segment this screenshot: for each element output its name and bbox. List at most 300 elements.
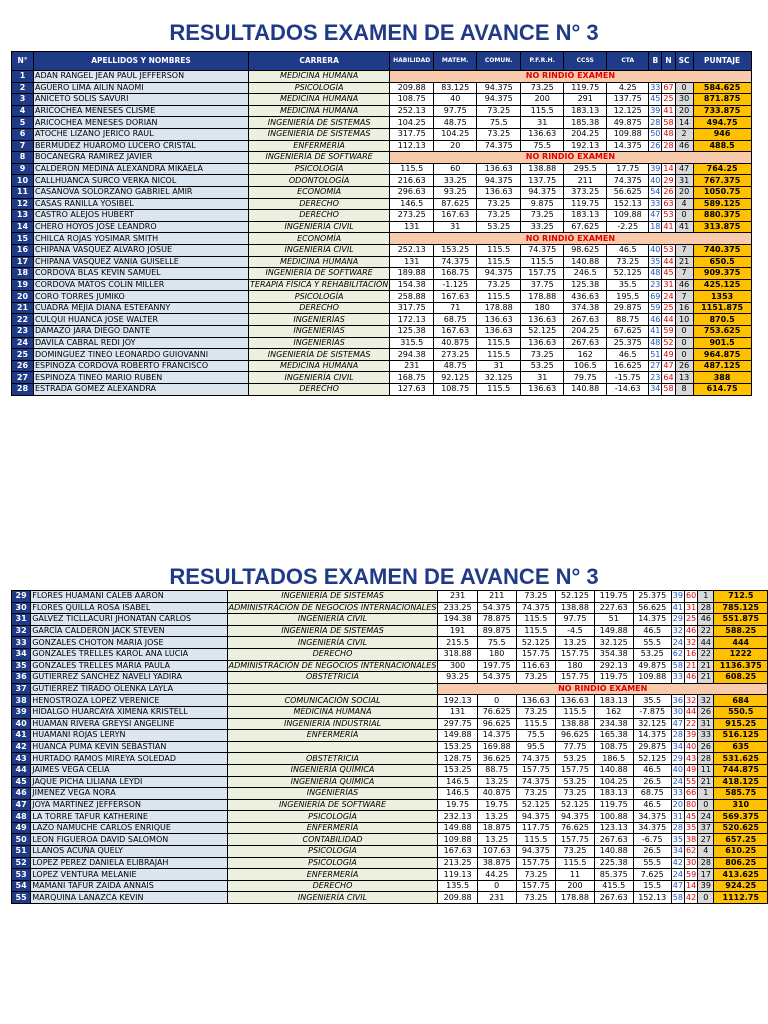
- total-score: 909.375: [693, 268, 751, 280]
- table-row: [12, 233, 752, 245]
- cta-score: -14.63: [607, 384, 649, 396]
- career: [227, 741, 438, 753]
- correct-count: 30: [672, 707, 683, 717]
- total-score: 684: [714, 695, 768, 707]
- blank-count: 26: [675, 360, 693, 372]
- pfrh-score: 74.375: [521, 244, 564, 256]
- student-name: CALLHUANCA SURCO VERKA NICOL: [34, 175, 249, 187]
- page-title-2: RESULTADOS EXAMEN DE AVANCE N° 3: [169, 564, 599, 589]
- table-header-row: [12, 52, 752, 71]
- habilidad-score: 258.88: [390, 291, 434, 303]
- career: INGENIERÍA DE SISTEMAS: [227, 591, 438, 603]
- matem-score: 13.25: [477, 776, 516, 788]
- pfrh-score: 138.88: [556, 718, 595, 730]
- pfrh-score: 115.5: [556, 857, 595, 869]
- table-row: [12, 314, 752, 326]
- habilidad-score: 273.25: [390, 210, 434, 222]
- table-row: [12, 706, 768, 718]
- habilidad-score: 172.13: [390, 314, 434, 326]
- blank-count: 46: [675, 279, 693, 291]
- comun-score: 157.75: [516, 764, 555, 776]
- pfrh-score: 157.75: [521, 268, 564, 280]
- career: ECONOMÍA: [249, 186, 390, 198]
- row-number: 50: [12, 834, 31, 846]
- wrong-count: 38: [685, 834, 697, 844]
- total-score: 1151.875: [693, 302, 751, 314]
- matem-score: 54.375: [477, 672, 516, 684]
- column-header: SC: [675, 52, 693, 71]
- blank-count: 33: [698, 730, 714, 742]
- total-score: 740.375: [693, 244, 751, 256]
- habilidad-score: 209.88: [390, 82, 434, 94]
- table-row: [12, 71, 752, 83]
- matem-score: 0: [477, 695, 516, 707]
- blank-count: 13: [675, 372, 693, 384]
- student-name: GUTIERREZ TIRADO OLENKA LAYLA: [31, 683, 227, 695]
- student-name: GONZALES TRELLES MARIA PAULA: [31, 660, 227, 672]
- comun-score: 136.63: [516, 695, 555, 707]
- correct-count: 36: [672, 695, 683, 705]
- matem-score: 107.63: [477, 846, 516, 858]
- cta-score: 14.375: [607, 140, 649, 152]
- total-score: 614.75: [693, 384, 751, 396]
- table-row: [12, 648, 768, 660]
- habilidad-score: 167.63: [438, 846, 477, 858]
- wrong-count: 24: [663, 291, 674, 301]
- matem-score: 97.75: [434, 105, 477, 117]
- row-number: 1: [12, 71, 34, 83]
- pfrh-score: 94.375: [556, 811, 595, 823]
- total-score: 806.25: [714, 857, 768, 869]
- student-name: CHIPANA VASQUEZ VANIA GUISELLE: [34, 256, 249, 268]
- comun-score: 52.125: [516, 799, 555, 811]
- comun-score: 31: [477, 360, 521, 372]
- table-row: [12, 695, 768, 707]
- total-score: 1353: [693, 291, 751, 303]
- column-header: CTA: [607, 52, 649, 71]
- matem-score: 48.75: [434, 360, 477, 372]
- table-row: [12, 221, 752, 233]
- cta-score: 35.5: [633, 695, 671, 707]
- pfrh-score: 157.75: [556, 672, 595, 684]
- row-number: 39: [12, 706, 31, 718]
- total-score: 1222: [714, 648, 768, 660]
- total-score: 1050.75: [693, 186, 751, 198]
- ccss-score: 162: [594, 706, 633, 718]
- student-name: DOMINGUEZ TINEO LEONARDO GUIOVANNI: [34, 349, 249, 361]
- wrong-count: 48: [663, 129, 674, 139]
- pfrh-score: 136.63: [521, 384, 564, 396]
- career: INGENIERÍA DE SOFTWARE: [227, 799, 438, 811]
- wrong-count: 46: [685, 672, 697, 682]
- habilidad-score: 252.13: [390, 244, 434, 256]
- table-row: [12, 384, 752, 396]
- comun-score: 94.375: [477, 268, 521, 280]
- correct-count: 41: [650, 326, 661, 336]
- blank-count: 28: [698, 602, 714, 614]
- correct-count: 20: [672, 799, 683, 809]
- habilidad-score: 300: [438, 660, 477, 672]
- blank-count: 31: [698, 718, 714, 730]
- habilidad-score: 209.88: [438, 892, 477, 904]
- ccss-score: 162: [564, 349, 607, 361]
- correct-count: 40: [650, 175, 661, 185]
- table-row: [12, 360, 752, 372]
- matem-score: 0: [477, 880, 516, 892]
- cta-score: 56.625: [607, 186, 649, 198]
- career: INGENIERÍA DE SISTEMAS: [227, 625, 438, 637]
- career: PSICOLOGÍA: [227, 846, 438, 858]
- correct-count: 28: [650, 117, 661, 127]
- comun-score: 95.5: [516, 741, 555, 753]
- pfrh-score: 73.25: [521, 210, 564, 222]
- row-number: 55: [12, 892, 31, 904]
- matem-score: 40.875: [434, 337, 477, 349]
- habilidad-score: 317.75: [390, 302, 434, 314]
- pfrh-score: 136.63: [521, 337, 564, 349]
- ccss-score: 415.5: [594, 880, 633, 892]
- table-row: [12, 753, 768, 765]
- correct-count: 31: [672, 811, 683, 821]
- cta-score: 152.13: [633, 892, 671, 904]
- pfrh-score: 13.25: [556, 637, 595, 649]
- correct-count: 47: [650, 210, 661, 220]
- pfrh-score: 115.5: [521, 256, 564, 268]
- habilidad-score: 146.5: [390, 198, 434, 210]
- career: MEDICINA HUMANA: [249, 71, 390, 83]
- student-name: CHERO HOYOS JOSE LEANDRO: [34, 221, 249, 233]
- comun-score: 116.63: [516, 660, 555, 672]
- ccss-score: 140.88: [564, 256, 607, 268]
- pfrh-score: 157.75: [556, 648, 595, 660]
- row-number: 5: [12, 117, 34, 129]
- habilidad-score: 19.75: [438, 799, 477, 811]
- wrong-count: 45: [663, 268, 674, 278]
- habilidad-score: 213.25: [438, 857, 477, 869]
- wrong-count: 41: [663, 106, 674, 116]
- table-row: [12, 94, 752, 106]
- ccss-score: 267.63: [564, 314, 607, 326]
- blank-count: 10: [675, 314, 693, 326]
- row-number: 9: [12, 163, 34, 175]
- correct-count: 40: [672, 765, 683, 775]
- correct-count: 48: [650, 268, 661, 278]
- no-exam-notice: NO RINDIÓ EXAMEN: [390, 71, 751, 83]
- student-name: JAIMES VEGA CELIA: [31, 764, 227, 776]
- blank-count: 22: [698, 625, 714, 637]
- matem-score: 88.75: [477, 764, 516, 776]
- row-number: 42: [12, 741, 31, 753]
- cta-score: 55.5: [633, 637, 671, 649]
- blank-count: 30: [675, 94, 693, 106]
- correct-count: 54: [650, 187, 661, 197]
- career: ECONOMÍA: [249, 233, 390, 245]
- table-row: [12, 128, 752, 140]
- pfrh-score: 73.25: [556, 788, 595, 800]
- wrong-count: 80: [685, 799, 697, 809]
- matem-score: 76.625: [477, 706, 516, 718]
- table-row: [12, 730, 768, 742]
- wrong-count: 55: [685, 776, 697, 786]
- ccss-score: 165.38: [594, 730, 633, 742]
- career: [227, 683, 438, 695]
- total-score: 753.625: [693, 326, 751, 338]
- matem-score: 96.625: [477, 718, 516, 730]
- blank-count: 32: [698, 695, 714, 707]
- pfrh-score: 96.625: [556, 730, 595, 742]
- matem-score: 71: [434, 302, 477, 314]
- cta-score: -2.25: [607, 221, 649, 233]
- wrong-count: 21: [685, 660, 697, 670]
- correct-count: 58: [672, 892, 683, 902]
- wrong-count: 44: [685, 707, 697, 717]
- table-row: [12, 291, 752, 303]
- pfrh-score: 33.25: [521, 221, 564, 233]
- blank-count: 31: [675, 175, 693, 187]
- wrong-count: 40: [685, 742, 697, 752]
- pfrh-score: 94.375: [521, 186, 564, 198]
- habilidad-score: 146.5: [438, 788, 477, 800]
- correct-count: 59: [650, 303, 661, 313]
- correct-count: 69: [650, 291, 661, 301]
- pfrh-score: 178.88: [521, 291, 564, 303]
- column-header: N: [662, 52, 675, 71]
- column-header: CARRERA: [249, 52, 390, 71]
- total-score: 550.5: [714, 706, 768, 718]
- row-number: 25: [12, 349, 34, 361]
- pfrh-score: 136.63: [521, 128, 564, 140]
- wrong-count: 59: [663, 326, 674, 336]
- habilidad-score: 108.75: [390, 94, 434, 106]
- career: DERECHO: [249, 384, 390, 396]
- total-score: 915.25: [714, 718, 768, 730]
- pfrh-score: 136.63: [521, 314, 564, 326]
- correct-count: 33: [650, 198, 661, 208]
- total-score: 767.375: [693, 175, 751, 187]
- blank-count: 46: [675, 140, 693, 152]
- total-score: 712.5: [714, 591, 768, 603]
- total-score: 589.125: [693, 198, 751, 210]
- row-number: 4: [12, 105, 34, 117]
- career: INGENIERÍAS: [249, 337, 390, 349]
- career: OBSTETRICIA: [227, 672, 438, 684]
- student-name: FLORES QUILLA ROSA ISABEL: [31, 602, 227, 614]
- total-score: 585.75: [714, 788, 768, 800]
- ccss-score: 185.38: [564, 117, 607, 129]
- cta-score: 12.125: [607, 105, 649, 117]
- ccss-score: 267.63: [594, 892, 633, 904]
- correct-count: 41: [672, 602, 683, 612]
- career: INGENIERÍA DE SISTEMAS: [249, 128, 390, 140]
- blank-count: 20: [675, 105, 693, 117]
- table-row: [12, 811, 768, 823]
- comun-score: 94.375: [477, 175, 521, 187]
- row-number: 33: [12, 637, 31, 649]
- wrong-count: 58: [663, 117, 674, 127]
- ccss-score: 125.38: [564, 279, 607, 291]
- table-row: [12, 372, 752, 384]
- comun-score: 73.25: [477, 128, 521, 140]
- cta-score: -7.875: [633, 706, 671, 718]
- total-score: 946: [693, 128, 751, 140]
- blank-count: 26: [698, 706, 714, 718]
- table-row: [12, 326, 752, 338]
- student-name: LOPEZ VENTURA MELANIE: [31, 869, 227, 881]
- cta-score: 152.13: [607, 198, 649, 210]
- row-number: 32: [12, 625, 31, 637]
- student-name: HIDALGO HUARCAYA XIMENA KRISTELL: [31, 706, 227, 718]
- row-number: 43: [12, 753, 31, 765]
- blank-count: 0: [675, 210, 693, 222]
- ccss-score: 85.375: [594, 869, 633, 881]
- habilidad-score: 191: [438, 625, 477, 637]
- row-number: 21: [12, 302, 34, 314]
- blank-count: 41: [675, 221, 693, 233]
- student-name: ADAN RANGEL JEAN PAUL JEFFERSON: [34, 71, 249, 83]
- wrong-count: 22: [685, 718, 697, 728]
- student-name: CORDOVA BLAS KEVIN SAMUEL: [34, 268, 249, 280]
- comun-score: 73.25: [516, 869, 555, 881]
- column-header: MATEM.: [434, 52, 477, 71]
- wrong-count: 25: [663, 303, 674, 313]
- career: ENFERMERÍA: [227, 869, 438, 881]
- wrong-count: 60: [685, 591, 697, 601]
- ccss-score: 119.75: [594, 591, 633, 603]
- table-row: [12, 788, 768, 800]
- ccss-score: 227.63: [594, 602, 633, 614]
- ccss-score: 108.75: [594, 741, 633, 753]
- table-row: [12, 117, 752, 129]
- table-row: [12, 279, 752, 291]
- student-name: JAQUE PICHA LILIANA LEYDI: [31, 776, 227, 788]
- cta-score: 49.875: [607, 117, 649, 129]
- habilidad-score: 189.88: [390, 268, 434, 280]
- career: INGENIERÍA DE SOFTWARE: [249, 268, 390, 280]
- matem-score: 167.63: [434, 326, 477, 338]
- matem-score: 33.25: [434, 175, 477, 187]
- pfrh-score: 180: [556, 660, 595, 672]
- wrong-count: 58: [663, 384, 674, 394]
- matem-score: 74.375: [434, 256, 477, 268]
- blank-count: 47: [675, 163, 693, 175]
- table-row: [12, 637, 768, 649]
- comun-score: 73.25: [477, 105, 521, 117]
- wrong-count: 49: [685, 765, 697, 775]
- wrong-count: 25: [663, 94, 674, 104]
- row-number: 51: [12, 846, 31, 858]
- career: PSICOLOGÍA: [249, 291, 390, 303]
- habilidad-score: 153.25: [438, 741, 477, 753]
- blank-count: 8: [675, 384, 693, 396]
- ccss-score: 354.38: [594, 648, 633, 660]
- table-row: [12, 776, 768, 788]
- wrong-count: 32: [685, 637, 697, 647]
- total-score: 870.5: [693, 314, 751, 326]
- total-score: 1136.375: [714, 660, 768, 672]
- row-number: 38: [12, 695, 31, 707]
- cta-score: 26.5: [633, 776, 671, 788]
- comun-score: 73.25: [516, 788, 555, 800]
- correct-count: 33: [672, 788, 683, 798]
- matem-score: 40: [434, 94, 477, 106]
- row-number: 37: [12, 683, 31, 695]
- cta-score: 46.5: [607, 244, 649, 256]
- total-score: 413.625: [714, 869, 768, 881]
- cta-score: 4.25: [607, 82, 649, 94]
- matem-score: 54.375: [477, 602, 516, 614]
- pfrh-score: 73.25: [521, 82, 564, 94]
- cta-score: 46.5: [607, 349, 649, 361]
- cta-score: 88.75: [607, 314, 649, 326]
- row-number: 18: [12, 268, 34, 280]
- table-row: [12, 186, 752, 198]
- blank-count: 0: [675, 82, 693, 94]
- habilidad-score: 215.5: [438, 637, 477, 649]
- student-name: AGÜERO LIMA AILIN NAOMI: [34, 82, 249, 94]
- total-score: 588.25: [714, 625, 768, 637]
- pfrh-score: 137.75: [521, 175, 564, 187]
- cta-score: -15.75: [607, 372, 649, 384]
- blank-count: 0: [675, 326, 693, 338]
- pfrh-score: 52.125: [521, 326, 564, 338]
- row-number: 11: [12, 186, 34, 198]
- table-row: [12, 337, 752, 349]
- table-row: [12, 175, 752, 187]
- matem-score: 78.875: [477, 614, 516, 626]
- habilidad-score: 153.25: [438, 764, 477, 776]
- cta-score: -6.75: [633, 834, 671, 846]
- habilidad-score: 297.75: [438, 718, 477, 730]
- pfrh-score: 97.75: [556, 614, 595, 626]
- habilidad-score: 233.25: [438, 602, 477, 614]
- pfrh-score: 31: [521, 372, 564, 384]
- career: INGENIERÍA QUÍMICA: [227, 776, 438, 788]
- row-number: 41: [12, 730, 31, 742]
- career: INGENIERÍA DE SISTEMAS: [249, 117, 390, 129]
- row-number: 52: [12, 857, 31, 869]
- row-number: 24: [12, 337, 34, 349]
- habilidad-score: 119.13: [438, 869, 477, 881]
- row-number: 53: [12, 869, 31, 881]
- table-row: [12, 764, 768, 776]
- cta-score: 35.5: [607, 279, 649, 291]
- matem-score: 75.5: [477, 637, 516, 649]
- matem-score: -1.125: [434, 279, 477, 291]
- blank-count: 4: [698, 846, 714, 858]
- student-name: MARQUINA LANAZCA KEVIN: [31, 892, 227, 904]
- matem-score: 87.625: [434, 198, 477, 210]
- ccss-score: 234.38: [594, 718, 633, 730]
- row-number: 36: [12, 672, 31, 684]
- ccss-score: 79.75: [564, 372, 607, 384]
- student-name: LLANOS ACUÑA QUELY: [31, 846, 227, 858]
- total-score: 650.5: [693, 256, 751, 268]
- correct-count: 51: [650, 349, 661, 359]
- row-number: 23: [12, 326, 34, 338]
- comun-score: 157.75: [516, 857, 555, 869]
- student-name: ANICETO SOLIS SAVURI: [34, 94, 249, 106]
- matem-score: 18.875: [477, 822, 516, 834]
- wrong-count: 14: [685, 881, 697, 891]
- student-name: GONZALES CHOTON MARIA JOSE: [31, 637, 227, 649]
- correct-count: 50: [650, 129, 661, 139]
- cta-score: 26.5: [633, 846, 671, 858]
- ccss-score: 192.13: [564, 140, 607, 152]
- blank-count: 0: [675, 337, 693, 349]
- career: DERECHO: [249, 302, 390, 314]
- pfrh-score: 73.25: [521, 349, 564, 361]
- cta-score: 109.88: [607, 210, 649, 222]
